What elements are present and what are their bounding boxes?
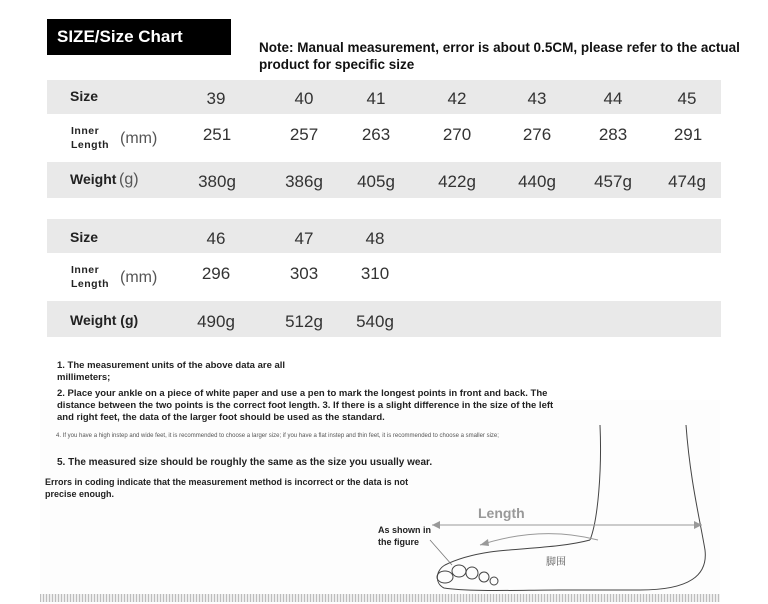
size-cell: 41 [366,89,386,108]
weight-cell: 380g [198,172,236,191]
size-label: Size [70,229,99,245]
length-cell: 263 [361,125,391,144]
weight-cell: 512g [285,312,323,331]
size-cell: 39 [206,89,226,108]
weight-cell: 386g [285,172,323,191]
length-cell: 291 [673,125,703,144]
note-1: 1. The measurement units of the above data are all millimeters; [57,360,286,383]
inner-label-line1: Inner [71,264,100,276]
size-cell: 46 [206,229,226,248]
weight-cell: 474g [668,172,706,191]
size-label: Size [70,88,99,104]
inner-label-line1: Inner [71,125,100,137]
size-cell: 47 [294,229,314,248]
toe [452,565,466,577]
inner-label-line2: Length [71,139,109,151]
weight-cell: 490g [197,312,235,331]
weight-cell: 540g [356,312,394,331]
weight-cell: 457g [594,172,632,191]
note-2: 2. Place your ankle on a piece of white paper and use a pen to mark the longest points in front and back. The distance between the two points is the correct foot length. 3. If there is a slight difference in the size of the left and right feet, the data of the larger foot should be used as the standard. [57,388,554,423]
weight-label: Weight [70,171,117,187]
measurement-note: Note: Manual measurement, error is about 0.5CM, please refer to the actual product for specific size [259,40,740,72]
length-cell: 257 [289,125,319,144]
note-5: 5. The measured size should be roughly the same as the size you usually wear. [57,457,433,468]
size-cell: 44 [603,89,623,108]
length-label: Length [478,505,525,521]
foot-girth-label: 脚围 [546,557,566,568]
leg-outline [640,425,705,590]
size-cell: 48 [365,229,385,248]
length-cell: 270 [442,125,472,144]
note-4: 4. If you have a high instep and wide feet, it is recommended to choose a larger size; if you have a flat instep and thin feet, it is recommended to choose a smaller size; [56,433,499,439]
girth-arrow [480,534,598,545]
inner-label-line2: Length [71,278,109,290]
length-cell: 251 [202,125,232,144]
bottom-stripe [40,594,720,602]
weight-cell: 405g [357,172,395,191]
length-cell: 303 [289,264,319,283]
size-cell: 43 [527,89,547,108]
size-cell: 45 [677,89,697,108]
length-cell: 276 [522,125,552,144]
toe [490,577,498,585]
errors-note: Errors in coding indicate that the measurement method is incorrect or the data is not precise enough. [45,477,409,499]
weight-unit: (g) [119,171,139,188]
girth-arrow-head [480,539,489,546]
weight-cell: 422g [438,172,476,191]
figure-caption: As shown in the figure [378,525,432,547]
foot-outline [437,540,640,591]
size-cell: 42 [447,89,467,108]
inner-length-unit: (mm) [120,269,158,286]
length-cell: 283 [598,125,628,144]
toe [437,571,453,583]
toe [479,572,489,582]
toe [466,567,478,579]
chart-title: SIZE/Size Chart [57,27,183,46]
length-cell: 296 [201,264,231,283]
weight-label: Weight (g) [70,312,139,328]
weight-cell: 440g [518,172,556,191]
leg-outline [590,425,601,540]
size-cell: 40 [294,89,314,108]
inner-length-unit: (mm) [120,130,158,147]
length-cell: 310 [360,264,390,283]
